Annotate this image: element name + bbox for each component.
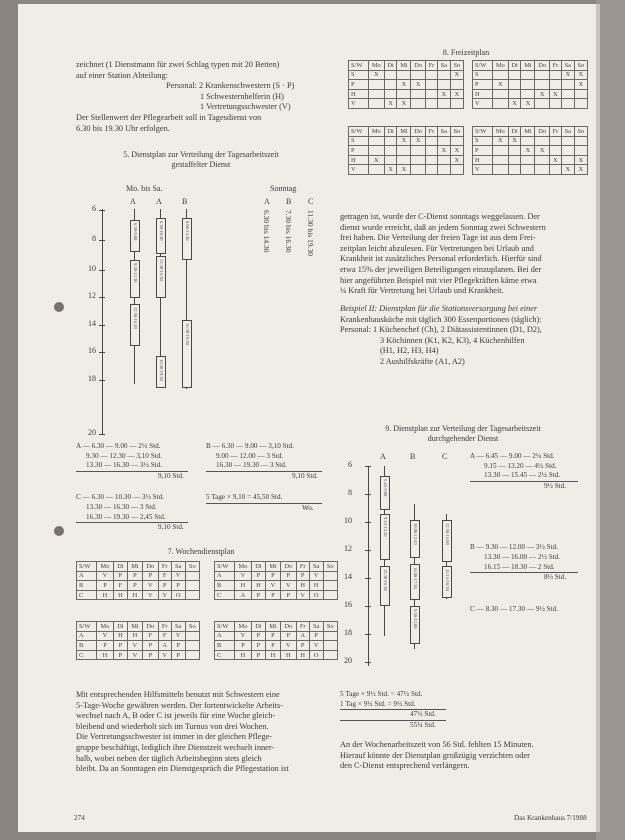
column-label: B xyxy=(410,452,416,461)
group-label-weekday: Mo. bis Sa. xyxy=(126,184,163,193)
free-time-table-3: S/W Mo Di Mi Do Fr Sa So S X X P X X H X X V X X xyxy=(348,126,464,175)
tick xyxy=(99,325,105,326)
sunday-shift-a: 6.30 bis 14.30 xyxy=(262,210,271,253)
tick-label: 18 xyxy=(88,374,96,383)
shift-bar: 8.00-14.30 xyxy=(182,218,192,260)
shift-bar: 9.30-12.00 xyxy=(410,606,420,644)
free-time-table-2: S/W Mo Di Mi Do Fr Sa So S X X P X X H X X V X X xyxy=(472,60,588,109)
column-label: A xyxy=(156,197,162,206)
weekly-plan-table-3: S/W Mo Di Mi Do Fr Sa So A V H H F F V B P P V P A P C H P V P V P xyxy=(76,621,200,660)
tick-label: 16 xyxy=(88,346,96,355)
tick-label: 14 xyxy=(344,572,352,581)
shift-bar: 6.45-9.00 xyxy=(380,476,390,510)
document-page xyxy=(18,4,596,832)
section-title-dienstplan-1: 5. Dienstplan zur Verteilung der Tagesarbeitszeit gestaffelter Dienst xyxy=(123,150,279,169)
column-label: B xyxy=(182,197,188,206)
section-title-wochendienstplan: 7. Wochendienstplan xyxy=(167,547,235,556)
tick xyxy=(99,210,105,211)
shift-bar: 9.30-12.30 xyxy=(130,260,140,298)
tick xyxy=(99,270,105,271)
tick xyxy=(365,522,371,523)
tick xyxy=(365,466,371,467)
shift-summary-b: B — 6.30 — 9.00 — 3,10 Std. 9.00 — 12.00 — 3 Std. 16.30 — 19.30 — 3 Std. 9,10 Std. 5 Tage × 9,10 = 45,50 Std. Wo. xyxy=(206,442,336,514)
shift-bar: 13.30-16.30 xyxy=(156,256,166,298)
tick xyxy=(99,434,105,435)
journal-footer: Das Krankenhaus 7/1988 xyxy=(514,814,587,822)
tick xyxy=(365,606,371,607)
shift-bar: 13.30-16.30 xyxy=(380,566,390,606)
section-title-dienstplan-2: 9. Dienstplan zur Verteilung der Tagesarbeitszeit durchgehender Dienst xyxy=(385,424,541,443)
tick-label: 10 xyxy=(344,516,352,525)
tick-label: 20 xyxy=(344,656,352,665)
tick-label: 6 xyxy=(92,204,96,213)
shift-summary-a-c: A — 6.30 — 9.00 — 2½ Std. 9.30 — 12.30 — 3,10 Std. 13.30 — 16.30 — 3½ Std. 9,10 Std. C — 6.30 — 10.30 — 3½ Std. 13.30 — 16.30 — 3 Std. 16.30 — 19.30 — 2,45 Std. 9,10 Std. xyxy=(76,442,206,533)
tick xyxy=(99,297,105,298)
tick-label: 14 xyxy=(88,319,96,328)
tick xyxy=(365,578,371,579)
weekly-plan-table-2: S/W Mo Di Mi Do Fr Sa So A V P P P P V B H H V V H H C A P P P V O xyxy=(214,561,338,600)
tick xyxy=(365,550,371,551)
free-time-table-1: S/W Mo Di Mi Do Fr Sa So S X X P X X H X X V X X xyxy=(348,60,464,109)
shift-summary-right: A — 6.45 — 9.00 — 2¼ Std. 9.15 — 13.20 — 4½ Std. 13.30 — 15.45 — 2¼ Std. 9½ Std. B — 9.30 — 12.00 — 3½ Std. 13.30 — 16.00 — 2½ Std. 16.15 — 18.30 — 2 Std. 8⅓ Std. C — 8.30 — 17.30 — 9½ Std. xyxy=(470,452,592,614)
section-title-freizeitplan: 8. Freizeitplan xyxy=(442,48,490,57)
punch-hole xyxy=(54,302,64,312)
tick-label: 12 xyxy=(88,291,96,300)
tick-label: 6 xyxy=(348,460,352,469)
shift-bar: 9.15-13.20 xyxy=(380,514,390,560)
tick xyxy=(365,494,371,495)
shift-bar: 16.30-19.30 xyxy=(182,320,192,388)
tick-label: 16 xyxy=(344,600,352,609)
shift-bar: 12.30-16.30 xyxy=(130,304,140,346)
column-label: A xyxy=(380,452,386,461)
tick-label: 8 xyxy=(348,488,352,497)
column-label: B xyxy=(286,197,292,206)
sunday-shift-c: 11.30 bis 19.30 xyxy=(306,210,315,256)
right-paragraph-2: Beispiel II: Dienstplan für die Stationsversorgung bei einer Krankenhausküche mit täglich 300 Essenportionen (täglich): Personal: 1 Küchenchef (Ch), 2 Diätassistentinnen (D1, D2), 3 Köchinnen (K1, K2, K3), 4 Küchenhilfen (H1, H2, H3, H4) 2 Aushilfskräfte (A1, A2) xyxy=(340,304,542,366)
tick xyxy=(99,352,105,353)
left-closing-paragraph: Mit entsprechenden Hilfsmitteln benutzt mit Schwestern eine 5-Tage-Woche gewähren werden. Der fortentwickelte Arbeits- wechsel nach A, B oder C ist jeweils für eine Woche gleich- bleibend und wiederholt sich im Turnus von drei Wochen. Die Vertretungsschwester ist immer in der gleichen Pflege- gruppe beschäftigt, lediglich ihre Dienstzeit wechselt inner- halb, wobei neben der täglich Arbeitsbeginn stets gleich bleibt. Da an Sonntagen ein Dienstgespräch die Pflegestation ist xyxy=(76,690,289,774)
tick-label: 20 xyxy=(88,428,96,437)
shift-bar: 6.30-9.00 xyxy=(130,220,140,252)
tick xyxy=(99,380,105,381)
group-label-sunday: Sonntag xyxy=(270,184,297,193)
page-number: 274 xyxy=(74,814,85,822)
page-edge xyxy=(596,0,625,840)
sunday-shift-b: 7.30 bis 16.30 xyxy=(284,210,293,253)
left-intro: zeichnet (1 Dienstmann für zwei Schlag typen mit 20 Betten) auf einer Station Abteilung: Personal: 2 Krankenschwestern (S · P) 1 Schwesternhelferin (H) 1 Vertretungsschwester (V) Der Stellenwert der Pflegearbeit soll in Tagesdienst von 6.30 bis 19.30 Uhr erfolgen. xyxy=(76,60,295,133)
tick xyxy=(365,662,371,663)
weekly-plan-table-1: S/W Mo Di Mi Do Fr Sa So A V P P P F V B P F P V P P C H H H V V O xyxy=(76,561,200,600)
column-label: A xyxy=(264,197,270,206)
shift-bar: 14.00-17.30 xyxy=(410,564,420,600)
weekly-plan-table-4: S/W Mo Di Mi Do Fr Sa So A V P P P A P B P P P V P V C H P H H H O xyxy=(214,621,338,660)
column-label: C xyxy=(442,452,448,461)
time-axis xyxy=(368,466,369,666)
column-label: A xyxy=(130,197,136,206)
tick-label: 12 xyxy=(344,544,352,553)
punch-hole xyxy=(54,526,64,536)
tick xyxy=(365,634,371,635)
tick-label: 8 xyxy=(92,234,96,243)
shift-bar: 16.15-18.30 xyxy=(442,566,452,598)
weekly-hours-sum: 5 Tage × 9½ Std. = 47½ Std. 1 Tag × 9½ Std. = 9½ Std. 47½ Std. 55¼ Std. xyxy=(340,690,480,730)
shift-bar: 10.00-13.45 xyxy=(410,520,420,558)
right-paragraph-1: getragen ist, wurde der C-Dienst sonntags weggelassen. Der dienst wurde erreicht, daß an jedem Sonntag zwei Schwestern frei haben. Die Verteilung der freien Tage ist aus dem Frei- zeitplan leicht abzulesen. Für Vertretungen bei Urlaub und Krankheit ist zusätzliches Personal erforderlich. Hierfür sind etwa 15% der jeweiligen Beteiligungen einzuplanen. Bei der hier angeführten Beispiel mit vier Pflegekräften käme etwa ¼ Kraft für Vertretung bei Urlaub und Krankheit. xyxy=(340,212,546,296)
shift-bar: 12.30-16.00 xyxy=(442,520,452,562)
tick-label: 10 xyxy=(88,264,96,273)
time-axis xyxy=(102,209,103,434)
shift-bar: 16.30-19.30 xyxy=(156,356,166,388)
column-label: C xyxy=(308,197,314,206)
shift-bar: 6.30-10.30 xyxy=(156,218,166,254)
right-paragraph-3: An der Wochenarbeitszeit von 56 Std. fehlten 15 Minuten. Hierauf könnte der Dienstplan großzügig verzichten oder den C-Dienst entsprechend verlängern. xyxy=(340,740,534,771)
free-time-table-4: S/W Mo Di Mi Do Fr Sa So S X X P X X H X X V X X xyxy=(472,126,588,175)
tick-label: 18 xyxy=(344,628,352,637)
tick xyxy=(99,240,105,241)
